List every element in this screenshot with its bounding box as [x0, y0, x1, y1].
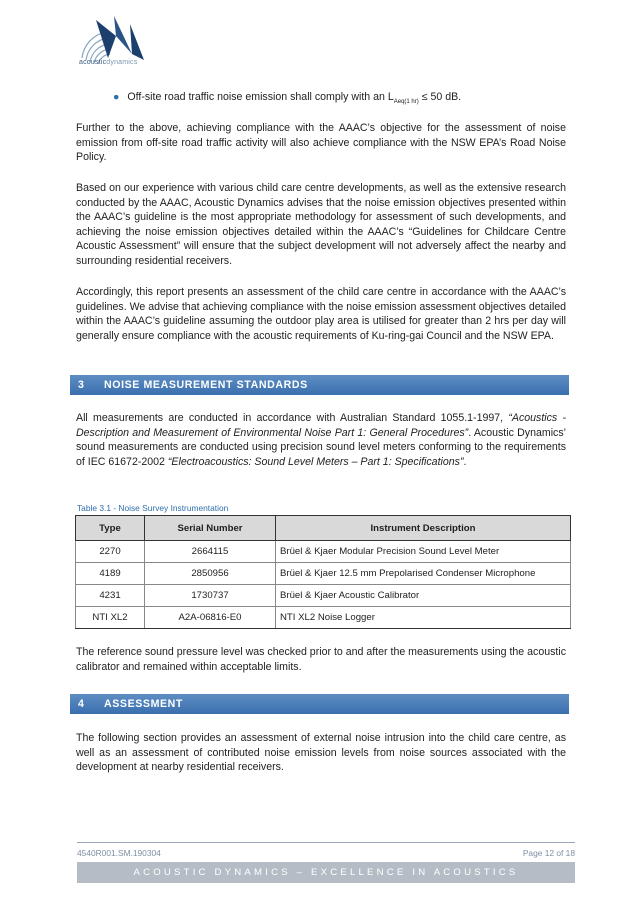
- bullet-dot-icon: ●: [113, 91, 120, 103]
- footer-page-number: Page 12 of 18: [522, 848, 575, 858]
- cell-description: Brüel & Kjaer Modular Precision Sound Level Meter: [276, 541, 571, 563]
- paragraph-accordingly: Accordingly, this report presents an assessment of the child care centre in accordance with the AAAC’s guidelines. We advise that achieving compliance with the noise emission assessment objectives detailed within the AAAC’s guideline assuming the outdoor play area is utilised for greater than 2 hrs per day will generally ensure compliance with the acoustic requirements of Ku-ring-gai Council and the NSW EPA.: [76, 286, 566, 342]
- header-serial: Serial Number: [145, 516, 276, 541]
- paragraph-assessment: The following section provides an assessment of external noise intrusion into the child care centre, as well as an assessment of contributed noise emission levels from noise sources associated with the development at nearby residential receivers.: [76, 732, 566, 774]
- cell-serial: 1730737: [145, 585, 276, 607]
- cell-type: 4189: [76, 563, 145, 585]
- cell-serial: 2850956: [145, 563, 276, 585]
- paragraph-experience: Based on our experience with various child care centre developments, as well as the extensive research conducted by the AAAC, Acoustic Dynamics advises that the noise emission objectives presented within the AAAC’s guideline is the most appropriate methodology for assessment of such developments, and achieving the noise emission objectives detailed within the AAAC’s “Guidelines for Childcare Centre Acoustic Assessment” will ensure that the subject development will not adversely affect the nearby and surrounding residential receivers.: [76, 182, 566, 267]
- cell-description: NTI XL2 Noise Logger: [276, 607, 571, 629]
- header-type: Type: [76, 516, 145, 541]
- table-row: [76, 541, 571, 563]
- cell-type: 4231: [76, 585, 145, 607]
- table-row: [76, 607, 571, 629]
- instrumentation-table: [75, 515, 571, 629]
- cell-type: 2270: [76, 541, 145, 563]
- table-header-row: [76, 516, 571, 541]
- bullet-road-traffic: ● Off-site road traffic noise emission shall comply with an $L_{Aeq(1 hr)} \le 50$ dB.: [113, 91, 462, 106]
- table-row: [76, 585, 571, 607]
- logo-wordmark: acousticdynamics: [79, 59, 138, 66]
- header-description: Instrument Description: [276, 516, 571, 541]
- footer-tagline: ACOUSTIC DYNAMICS – EXCELLENCE IN ACOUSTICS: [77, 862, 575, 883]
- cell-description: Brüel & Kjaer 12.5 mm Prepolarised Condenser Microphone: [276, 563, 571, 585]
- cell-serial: 2664115: [145, 541, 276, 563]
- paragraph-measurements: All measurements are conducted in accordance with Australian Standard 1055.1-1997, “Acoustics - Description and Measurement of Environmental Noise Part 1: General Procedures”. Acoustic Dynamics’ sound measurements are conducted using precision sound level meters conforming to the requirements of IEC 61672-2002 “Electroacoustics: Sound Level Meters – Part 1: Specifications”.: [76, 412, 567, 468]
- table-row: [76, 563, 571, 585]
- table-caption: Table 3.1 - Noise Survey Instrumentation: [77, 503, 229, 513]
- footer-divider: [77, 842, 575, 843]
- cell-description: Brüel & Kjaer Acoustic Calibrator: [276, 585, 571, 607]
- cell-type: NTI XL2: [76, 607, 145, 629]
- footer-reference: 4540R001.SM.190304: [77, 848, 161, 858]
- section-heading-4: 4 ASSESSMENT: [70, 694, 569, 714]
- paragraph-compliance: Further to the above, achieving compliance with the AAAC’s objective for the assessment of noise emission from off-site road traffic activity will also achieve compliance with the NSW EPA’s Road Noise Policy.: [76, 122, 566, 164]
- section-heading-3: 3 NOISE MEASUREMENT STANDARDS: [70, 375, 569, 395]
- paragraph-reference-level: The reference sound pressure level was checked prior to and after the measurements using the acoustic calibrator and remained within acceptable limits.: [76, 646, 566, 673]
- cell-serial: A2A-06816-E0: [145, 607, 276, 629]
